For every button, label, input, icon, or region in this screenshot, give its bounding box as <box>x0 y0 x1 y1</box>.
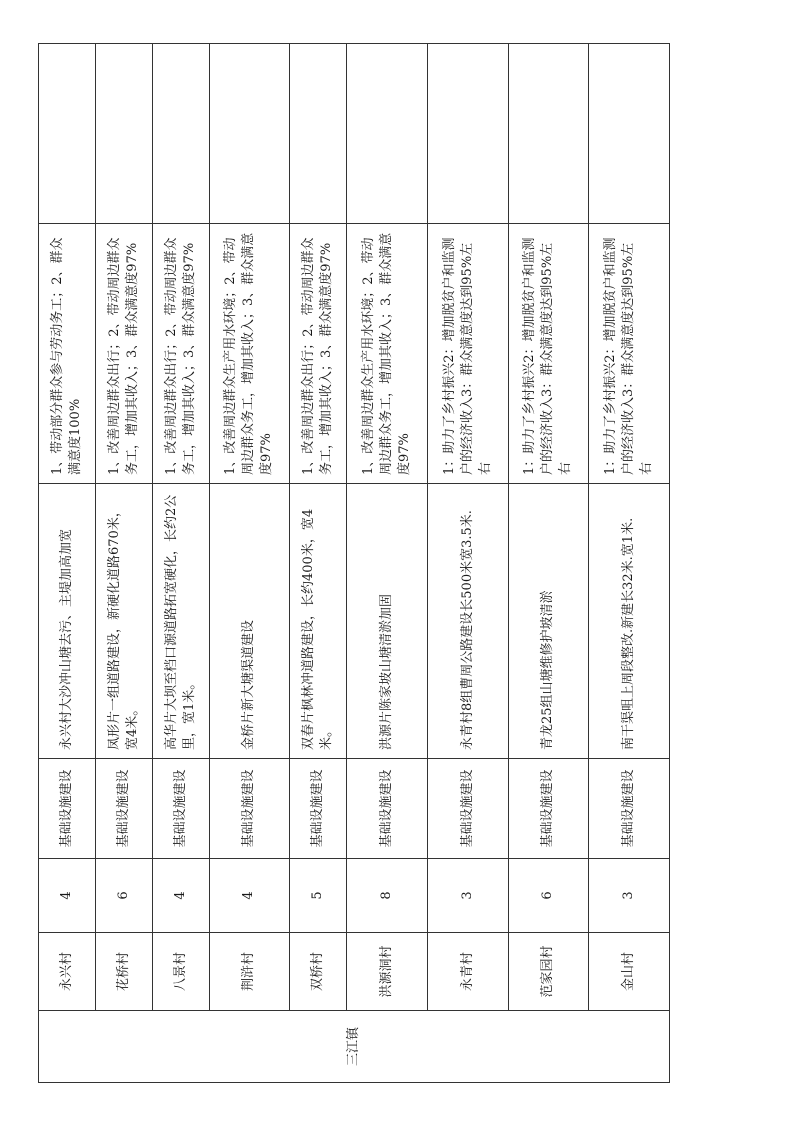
type-cell: 基础设施建设 <box>427 759 508 859</box>
benefit-cell: 1、改善周边群众出行；2、带动周边群众务工，增加其收入；3、群众满意度97% <box>95 224 152 484</box>
village-cell: 永兴村 <box>39 933 96 1011</box>
blank-cell <box>39 44 96 224</box>
village-cell: 花桥村 <box>95 933 152 1011</box>
village-cell: 永青村 <box>427 933 508 1011</box>
blank-cell <box>427 44 508 224</box>
village-cell: 洪源洞村 <box>347 933 428 1011</box>
content-cell: 南干渠咀上周段整改.新建长32米.宽1米. <box>589 484 670 759</box>
count-cell: 8 <box>347 859 428 933</box>
type-cell: 基础设施建设 <box>589 759 670 859</box>
table-row <box>427 44 508 1083</box>
blank-cell <box>347 44 428 224</box>
blank-cell <box>95 44 152 224</box>
type-cell: 基础设施建设 <box>95 759 152 859</box>
village-cell: 荆浒村 <box>209 933 290 1011</box>
village-cell: 八景村 <box>152 933 209 1011</box>
type-cell: 基础设施建设 <box>152 759 209 859</box>
table-row <box>508 44 589 1083</box>
blank-cell <box>290 44 347 224</box>
benefit-cell: 1、带动部分群众参与劳动务工；2、群众满意度100% <box>39 224 96 484</box>
village-cell: 金山村 <box>589 933 670 1011</box>
blank-cell <box>508 44 589 224</box>
blank-cell <box>152 44 209 224</box>
village-cell: 范家园村 <box>508 933 589 1011</box>
count-cell: 3 <box>589 859 670 933</box>
content-cell: 高华片大坝至档口源道路拓宽硬化，长约2公里，宽1米。 <box>152 484 209 759</box>
content-cell: 金桥片新大塘渠道建设 <box>209 484 290 759</box>
count-cell: 5 <box>290 859 347 933</box>
content-cell: 双春片枫林冲道路建设，长约400米，宽4米。 <box>290 484 347 759</box>
type-cell: 基础设施建设 <box>290 759 347 859</box>
table-row <box>290 44 347 1083</box>
blank-cell <box>209 44 290 224</box>
benefit-cell: 1、改善周边群众出行；2、带动周边群众务工，增加其收入；3、群众满意度97% <box>290 224 347 484</box>
table-row <box>347 44 428 1083</box>
table-row <box>589 44 670 1083</box>
content-cell: 凤形片一组道路建设，新硬化道路670米，宽4米。 <box>95 484 152 759</box>
benefit-cell: 1：助力了乡村振兴2：增加脱贫户和监测户的经济收入3：群众满意度达到95%左右 <box>589 224 670 484</box>
benefit-cell: 1：助力了乡村振兴2：增加脱贫户和监测户的经济收入3：群众满意度达到95%左右 <box>508 224 589 484</box>
count-cell: 6 <box>508 859 589 933</box>
benefit-cell: 1、改善周边群众出行；2、带动周边群众务工，增加其收入；3、群众满意度97% <box>152 224 209 484</box>
count-cell: 3 <box>427 859 508 933</box>
benefit-cell: 1：助力了乡村振兴2：增加脱贫户和监测户的经济收入3：群众满意度达到95%左右 <box>427 224 508 484</box>
content-cell: 青龙25组山塘维修护坡清淤 <box>508 484 589 759</box>
blank-cell <box>589 44 670 224</box>
content-cell: 永青村8组曹周公路建设长500米宽3.5米. <box>427 484 508 759</box>
type-cell: 基础设施建设 <box>347 759 428 859</box>
count-cell: 4 <box>209 859 290 933</box>
rotated-table-wrapper <box>38 44 670 1083</box>
benefit-cell: 1、改善周边群众生产用水环境；2、带动周边群众务工，增加其收入；3、群众满意度97% <box>209 224 290 484</box>
table-row <box>152 44 209 1083</box>
table-row <box>209 44 290 1083</box>
type-cell: 基础设施建设 <box>209 759 290 859</box>
project-table <box>38 43 670 1083</box>
table-row <box>95 44 152 1083</box>
content-cell: 永兴村大沙冲山塘去污、主堤加高加宽 <box>39 484 96 759</box>
village-cell: 双桥村 <box>290 933 347 1011</box>
count-cell: 4 <box>152 859 209 933</box>
type-cell: 基础设施建设 <box>508 759 589 859</box>
content-cell: 洪源片陈家坡山塘清淤加固 <box>347 484 428 759</box>
town-cell: 三江镇 <box>39 1011 670 1083</box>
benefit-cell: 1、改善周边群众生产用水环境；2、带动周边群众务工，增加其收入；3、群众满意度97% <box>347 224 428 484</box>
type-cell: 基础设施建设 <box>39 759 96 859</box>
count-cell: 4 <box>39 859 96 933</box>
count-cell: 6 <box>95 859 152 933</box>
table-row <box>39 44 96 1083</box>
